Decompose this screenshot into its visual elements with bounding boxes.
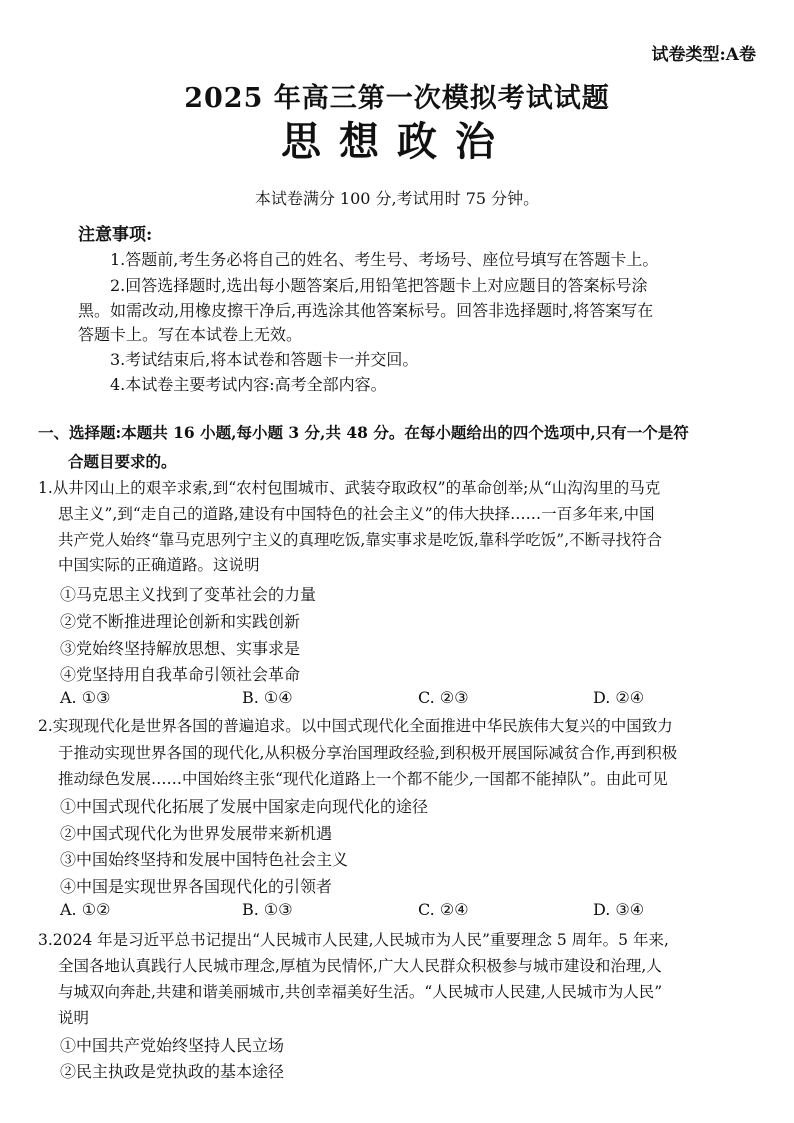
section-heading: 一、选择题:本题共 16 小题,每小题 3 分,共 48 分。在每小题给出的四个选项中,只有一个是符 <box>38 423 689 442</box>
paper-type-label: 试卷类型:A卷 <box>651 45 756 65</box>
statement-item: ②中国式现代化为世界发展带来新机遇 <box>60 824 333 843</box>
question-stem-line: 中国实际的正确道路。这说明 <box>58 556 260 574</box>
notice-line: 4.本试卷主要考试内容:高考全部内容。 <box>110 375 387 394</box>
answer-option-a: A. ①③ <box>60 688 111 707</box>
answer-option-a: A. ①② <box>60 900 111 919</box>
answer-option-d: D. ②④ <box>593 688 645 707</box>
question-stem-line: 共产党人始终“靠马克思列宁主义的真理吃饭,靠实事求是吃饭,靠科学吃饭”,不断寻找符合 <box>58 531 663 549</box>
statement-item: ③中国始终坚持和发展中国特色社会主义 <box>60 850 349 869</box>
question-stem-line: 1.从井冈山上的艰辛求索,到“农村包围城市、武装夺取政权”的革命创举;从“山沟沟里的马克 <box>38 479 661 497</box>
answer-option-b: B. ①④ <box>242 688 293 707</box>
statement-item: ②党不断推进理论创新和实践创新 <box>60 612 301 631</box>
score-info: 本试卷满分 100 分,考试用时 75 分钟。 <box>254 189 540 208</box>
answer-option-b: B. ①③ <box>242 900 293 919</box>
answer-option-c: C. ②③ <box>418 688 469 707</box>
notice-line: 答题卡上。写在本试卷上无效。 <box>78 325 303 344</box>
notice-line: 黑。如需改动,用橡皮擦干净后,再选涂其他答案标号。回答非选择题时,将答案写在 <box>78 301 654 320</box>
section-heading-cont: 合题目要求的。 <box>68 452 177 471</box>
question-stem-line: 于推动实现世界各国的现代化,从积极分享治国理政经验,到积极开展国际减贫合作,再到积极 <box>58 744 678 762</box>
notice-line: 3.考试结束后,将本试卷和答题卡一并交回。 <box>110 350 419 369</box>
question-stem-line: 全国各地认真践行人民城市理念,厚植为民情怀,广大人民群众积极参与城市建设和治理,人 <box>58 957 662 975</box>
statement-item: ③党始终坚持解放思想、实事求是 <box>60 639 301 658</box>
statement-item: ①中国式现代化拓展了发展中国家走向现代化的途径 <box>60 797 429 816</box>
exam-title: 2025 年高三第一次模拟考试试题 <box>184 83 610 114</box>
statement-item: ④中国是实现世界各国现代化的引领者 <box>60 877 333 896</box>
question-stem-line: 与城双向奔赴,共建和谐美丽城市,共创幸福美好生活。“人民城市人民建,人民城市为人民” <box>58 983 663 1001</box>
question-stem-line: 推动绿色发展……中国始终主张“现代化道路上一个都不能少,一国都不能掉队”。由此可见 <box>58 770 668 788</box>
answer-option-c: C. ②④ <box>418 900 469 919</box>
question-stem-line: 思主义”,到“走自己的道路,建设有中国特色的社会主义”的伟大抉择……一百多年来,中国 <box>58 505 655 523</box>
statement-item: ②民主执政是党执政的基本途径 <box>60 1062 285 1081</box>
question-stem-line: 3.2024 年是习近平总书记提出“人民城市人民建,人民城市为人民”重要理念 5 周年。5 年来, <box>38 931 669 949</box>
statement-item: ①马克思主义找到了变革社会的力量 <box>60 585 317 604</box>
subject-title: 思想政治 <box>281 118 513 165</box>
question-stem-line: 2.实现现代化是世界各国的普遍追求。以中国式现代化全面推进中华民族伟大复兴的中国致力 <box>38 717 673 735</box>
statement-item: ④党坚持用自我革命引领社会革命 <box>60 665 301 684</box>
notice-line: 1.答题前,考生务必将自己的姓名、考生号、考场号、座位号填写在答题卡上。 <box>110 250 659 269</box>
question-stem-line: 说明 <box>58 1009 90 1027</box>
notice-heading: 注意事项: <box>78 225 153 245</box>
answer-option-d: D. ③④ <box>593 900 645 919</box>
statement-item: ①中国共产党始终坚持人民立场 <box>60 1036 285 1055</box>
notice-line: 2.回答选择题时,选出每小题答案后,用铅笔把答题卡上对应题目的答案标号涂 <box>110 276 648 295</box>
